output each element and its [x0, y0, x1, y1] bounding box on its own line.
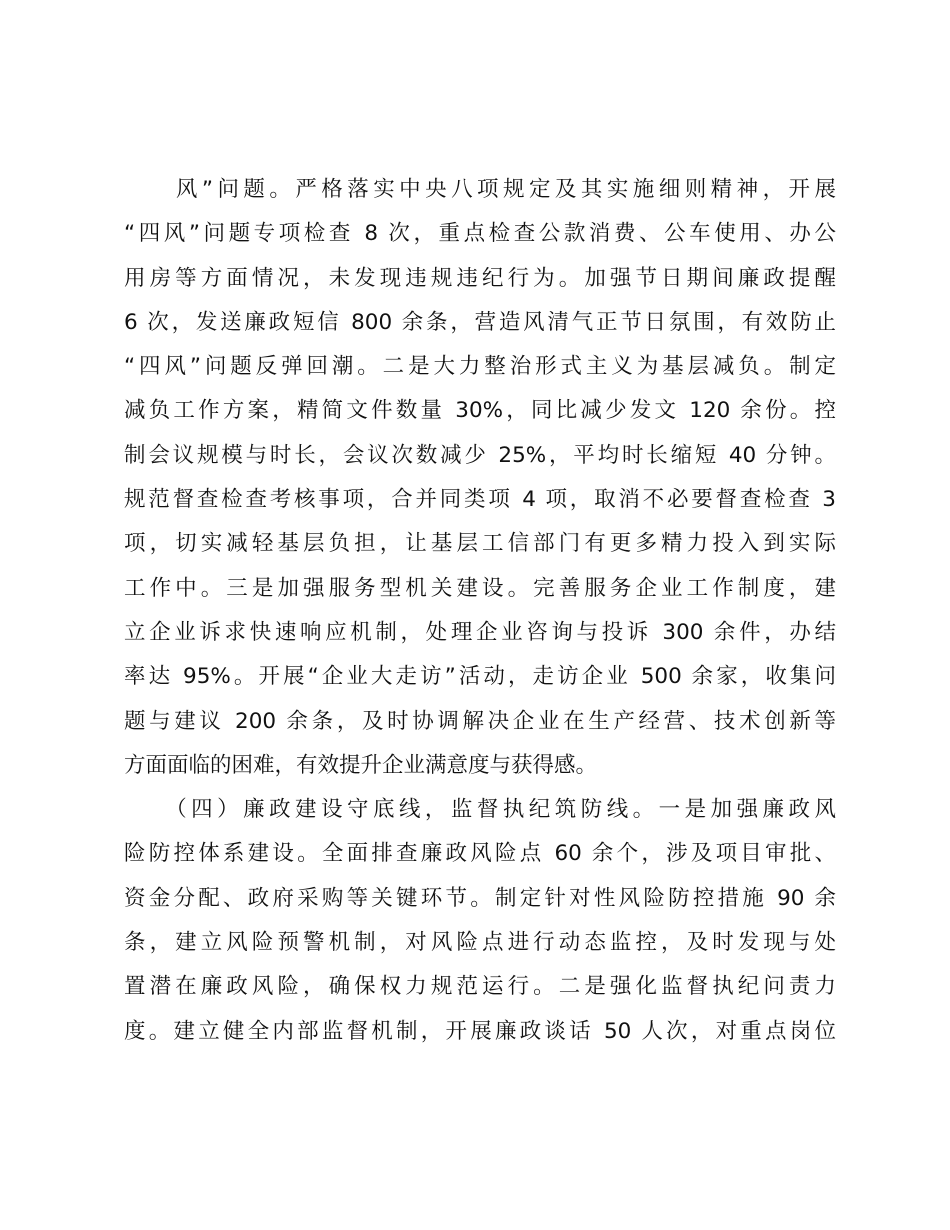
text-line: 减负工作方案，精简文件数量 30%，同比减少发文 120 余份。控 — [124, 398, 836, 424]
text-line: 率达 95%。开展“企业大走访”活动，走访企业 500 余家，收集问 — [124, 664, 836, 690]
text-line: 工作中。三是加强服务型机关建设。完善服务企业工作制度，建 — [124, 575, 836, 601]
text-line: 制会议规模与时长，会议次数减少 25%，平均时长缩短 40 分钟。 — [124, 442, 836, 468]
text-line: 项，切实减轻基层负担，让基层工信部门有更多精力投入到实际 — [124, 531, 836, 557]
text-line: 风”问题。严格落实中央八项规定及其实施细则精神，开展 — [124, 177, 836, 202]
text-line: 度。建立健全内部监督机制，开展廉政谈话 50 人次，对重点岗位 — [124, 1018, 836, 1044]
text-line: 条，建立风险预警机制，对风险点进行动态监控，及时发现与处 — [124, 930, 836, 956]
text-line: 立企业诉求快速响应机制，处理企业咨询与投诉 300 余件，办结 — [124, 619, 836, 645]
text-line: 资金分配、政府采购等关键环节。制定针对性风险防控措施 90 余 — [124, 885, 836, 911]
section-heading-line: （四）廉政建设守底线，监督执纪筑防线。一是加强廉政风 — [124, 797, 836, 823]
paragraph-end-line: 方面面临的困难，有效提升企业满意度与获得感。 — [124, 752, 598, 778]
text-line: 题与建议 200 余条，及时协调解决企业在生产经营、技术创新等 — [124, 708, 836, 734]
text-line: 险防控体系建设。全面排查廉政风险点 60 余个，涉及项目审批、 — [124, 841, 836, 867]
text-line: “四风”问题反弹回潮。二是大力整治形式主义为基层减负。制定 — [124, 354, 836, 380]
text-line: 置潜在廉政风险，确保权力规范运行。二是强化监督执纪问责力 — [124, 974, 836, 1000]
text-line: 用房等方面情况，未发现违规违纪行为。加强节日期间廉政提醒 — [124, 265, 836, 291]
document-body — [124, 168, 836, 1054]
text-line: “四风”问题专项检查 8 次，重点检查公款消费、公车使用、办公 — [124, 221, 836, 247]
text-line: 6 次，发送廉政短信 800 余条，营造风清气正节日氛围，有效防止 — [124, 309, 836, 335]
text-line: 规范督查检查考核事项，合并同类项 4 项，取消不必要督查检查 3 — [124, 487, 836, 513]
